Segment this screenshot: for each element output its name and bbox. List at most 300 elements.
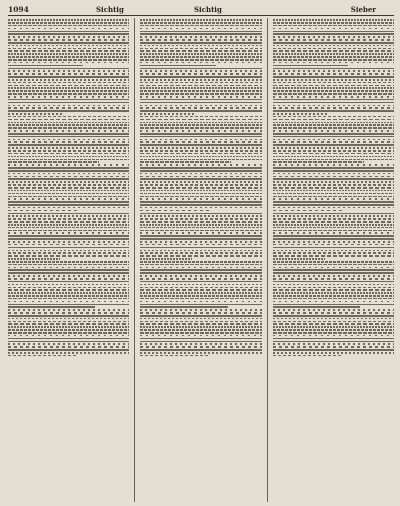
- print-line: [8, 167, 129, 169]
- print-line: [8, 261, 129, 263]
- print-line: [273, 62, 394, 64]
- print-line: [273, 255, 394, 257]
- print-line: [140, 110, 261, 112]
- print-line: [140, 352, 261, 354]
- print-line: [140, 87, 261, 89]
- print-line: [273, 287, 394, 289]
- print-line: [8, 102, 129, 104]
- print-line: [273, 96, 394, 98]
- print-line: [273, 181, 394, 183]
- running-head-right: Sieber: [350, 5, 376, 14]
- print-line: [8, 343, 129, 345]
- print-line: [140, 127, 261, 129]
- print-line: [140, 167, 261, 169]
- print-line: [140, 315, 261, 317]
- print-line: [273, 281, 394, 283]
- print-line: [140, 187, 261, 189]
- print-line: [273, 267, 394, 269]
- print-line: [140, 65, 215, 67]
- print-line: [8, 289, 129, 291]
- print-line: [140, 292, 261, 294]
- print-line: [8, 252, 129, 254]
- print-line: [140, 136, 261, 138]
- print-line: [273, 93, 394, 95]
- print-line: [273, 87, 394, 89]
- print-line: [8, 244, 129, 246]
- print-line: [273, 33, 394, 35]
- print-line: [273, 289, 394, 291]
- print-line: [273, 144, 394, 146]
- print-line: [8, 170, 129, 172]
- running-head-center: Sichtig: [194, 5, 222, 14]
- text-columns: [8, 18, 394, 502]
- print-line: [140, 304, 261, 306]
- print-line: [140, 244, 261, 246]
- print-line: [273, 252, 394, 254]
- print-line: [140, 159, 261, 161]
- print-line: [8, 247, 129, 249]
- print-line: [273, 238, 394, 240]
- print-line: [140, 269, 261, 271]
- print-line: [273, 107, 394, 109]
- print-line: [273, 352, 394, 354]
- print-line: [8, 352, 129, 354]
- print-line: [8, 264, 129, 266]
- print-line: [8, 127, 129, 129]
- print-line: [140, 272, 261, 274]
- print-line: [273, 90, 394, 92]
- print-line: [140, 28, 261, 30]
- print-line: [140, 96, 261, 98]
- print-line: [273, 315, 394, 317]
- print-line: [8, 292, 129, 294]
- print-line: [8, 116, 129, 118]
- print-line: [8, 28, 129, 30]
- print-line: [140, 22, 261, 24]
- print-line: [8, 318, 129, 320]
- print-line: [140, 130, 261, 132]
- print-line: [8, 65, 83, 67]
- print-line: [8, 124, 129, 126]
- print-line: [140, 210, 212, 212]
- print-line: [8, 93, 129, 95]
- print-line: [8, 159, 129, 161]
- print-line: [8, 275, 129, 277]
- column-3: [273, 18, 394, 502]
- print-line: [140, 301, 261, 303]
- print-line: [273, 167, 394, 169]
- print-line: [140, 281, 261, 283]
- print-line: [8, 304, 129, 306]
- print-line: [140, 156, 261, 158]
- print-line: [140, 181, 261, 183]
- print-line: [8, 221, 129, 223]
- print-line: [273, 201, 394, 203]
- print-line: [140, 116, 261, 118]
- print-line: [8, 204, 129, 206]
- print-line: [8, 255, 129, 257]
- print-line: [273, 39, 394, 41]
- print-line: [140, 122, 261, 124]
- print-line: [8, 73, 129, 75]
- print-line: [8, 227, 129, 229]
- print-line: [8, 201, 129, 203]
- print-line: [140, 190, 261, 192]
- print-line: [8, 110, 129, 112]
- print-line: [273, 50, 394, 52]
- print-line: [140, 124, 261, 126]
- print-line: [140, 355, 208, 357]
- column-1: [8, 18, 129, 502]
- print-line: [8, 238, 129, 240]
- print-line: [8, 355, 76, 357]
- print-line: [140, 289, 261, 291]
- print-line: [8, 218, 129, 220]
- print-line: [273, 230, 394, 232]
- print-line: [273, 53, 394, 55]
- print-line: [140, 102, 261, 104]
- print-line: [140, 341, 261, 343]
- print-line: [273, 269, 394, 271]
- print-line: [8, 33, 129, 35]
- print-line: [8, 139, 129, 141]
- print-line: [273, 156, 394, 158]
- print-line: [140, 93, 261, 95]
- print-line: [273, 349, 394, 351]
- print-line: [273, 116, 394, 118]
- print-line: [8, 164, 129, 166]
- print-line: [8, 119, 129, 121]
- print-line: [273, 48, 394, 50]
- print-line: [140, 247, 261, 249]
- print-line: [140, 198, 261, 200]
- print-line: [273, 321, 394, 323]
- print-line: [140, 255, 261, 257]
- print-line: [273, 224, 394, 226]
- print-line: [140, 153, 261, 155]
- print-line: [273, 232, 394, 234]
- print-line: [140, 261, 261, 263]
- print-line: [273, 235, 394, 237]
- print-line: [273, 65, 348, 67]
- print-line: [8, 224, 129, 226]
- print-line: [273, 153, 394, 155]
- print-line: [140, 204, 261, 206]
- print-line: [273, 119, 394, 121]
- print-line: [8, 147, 129, 149]
- print-line: [140, 201, 261, 203]
- print-line: [140, 278, 261, 280]
- print-line: [8, 178, 129, 180]
- print-line: [140, 335, 261, 337]
- print-line: [140, 264, 261, 266]
- print-line: [273, 244, 394, 246]
- print-line: [273, 85, 394, 87]
- print-line: [273, 110, 394, 112]
- print-line: [8, 133, 129, 135]
- print-line: [140, 238, 261, 240]
- print-line: [273, 343, 394, 345]
- print-line: [8, 312, 129, 314]
- print-line: [140, 193, 261, 195]
- print-line: [273, 176, 394, 178]
- print-line: [273, 213, 394, 215]
- print-line: [140, 53, 261, 55]
- print-line: [273, 295, 394, 297]
- print-line: [273, 105, 394, 107]
- print-line: [140, 173, 261, 175]
- print-line: [140, 141, 261, 143]
- print-line: [8, 153, 129, 155]
- print-line: [273, 19, 394, 21]
- print-line: [273, 141, 394, 143]
- print-line: [140, 56, 261, 58]
- print-line: [140, 178, 261, 180]
- print-line: [8, 50, 129, 52]
- print-line: [273, 42, 394, 44]
- print-line: [8, 22, 129, 24]
- print-line: [140, 323, 261, 325]
- print-line: [8, 181, 129, 183]
- print-line: [140, 45, 261, 47]
- print-line: [273, 323, 394, 325]
- header-rule: [8, 15, 394, 16]
- print-line: [8, 335, 129, 337]
- print-line: [8, 349, 129, 351]
- print-line: [140, 318, 261, 320]
- print-line: [8, 269, 129, 271]
- print-line: [140, 221, 261, 223]
- print-line: [140, 25, 261, 27]
- print-line: [273, 36, 394, 38]
- print-line: [273, 73, 394, 75]
- print-line: [273, 210, 345, 212]
- print-line: [140, 224, 261, 226]
- print-line: [273, 31, 394, 33]
- print-line: [273, 187, 394, 189]
- print-line: [140, 227, 261, 229]
- print-line: [273, 355, 341, 357]
- column-2: [140, 18, 261, 502]
- print-line: [8, 187, 129, 189]
- print-line: [8, 267, 129, 269]
- print-line: [273, 312, 394, 314]
- print-line: [273, 304, 394, 306]
- print-line: [140, 252, 261, 254]
- print-line: [140, 176, 261, 178]
- print-line: [273, 102, 394, 104]
- print-line: [140, 113, 196, 115]
- print-line: [273, 292, 394, 294]
- print-line: [140, 48, 261, 50]
- print-line: [273, 346, 394, 348]
- running-head-left: Sichtig: [96, 5, 124, 14]
- print-line: [8, 321, 129, 323]
- print-line: [140, 287, 261, 289]
- print-line: [140, 232, 261, 234]
- print-line: [8, 87, 129, 89]
- print-line: [8, 85, 129, 87]
- print-line: [273, 173, 394, 175]
- print-line: [140, 70, 261, 72]
- print-line: [8, 141, 129, 143]
- print-line: [8, 207, 129, 209]
- print-line: [8, 39, 129, 41]
- print-line: [8, 306, 95, 308]
- print-line: [140, 99, 261, 101]
- print-line: [140, 82, 261, 84]
- print-line: [8, 96, 129, 98]
- print-line: [140, 295, 261, 297]
- print-line: [140, 119, 261, 121]
- print-line: [8, 250, 129, 252]
- column-divider: [267, 18, 268, 502]
- print-line: [8, 48, 129, 50]
- print-line: [8, 45, 129, 47]
- print-line: [273, 79, 394, 81]
- print-line: [8, 62, 129, 64]
- print-line: [273, 170, 394, 172]
- print-line: [8, 105, 129, 107]
- print-line: [273, 332, 394, 334]
- print-line: [140, 258, 192, 260]
- print-line: [140, 33, 261, 35]
- print-line: [140, 42, 261, 44]
- print-line: [273, 22, 394, 24]
- print-line: [8, 122, 129, 124]
- print-line: [273, 159, 394, 161]
- print-line: [273, 278, 394, 280]
- print-line: [140, 76, 261, 78]
- print-line: [273, 329, 394, 331]
- print-line: [140, 298, 261, 300]
- print-line: [273, 261, 394, 263]
- print-line: [140, 31, 261, 33]
- print-line: [140, 207, 261, 209]
- print-line: [8, 287, 129, 289]
- print-line: [273, 56, 394, 58]
- print-line: [273, 59, 394, 61]
- print-line: [273, 301, 394, 303]
- print-line: [8, 144, 129, 146]
- print-line: [140, 139, 261, 141]
- print-line: [8, 19, 129, 21]
- print-line: [140, 196, 261, 198]
- print-line: [8, 82, 129, 84]
- print-line: [8, 176, 129, 178]
- print-line: [140, 107, 261, 109]
- print-line: [273, 284, 394, 286]
- print-line: [8, 31, 129, 33]
- print-line: [273, 133, 394, 135]
- print-line: [140, 329, 261, 331]
- print-line: [140, 241, 261, 243]
- print-line: [273, 250, 394, 252]
- print-line: [273, 178, 394, 180]
- print-line: [8, 173, 129, 175]
- print-line: [140, 349, 261, 351]
- print-line: [8, 42, 129, 44]
- print-line: [140, 62, 261, 64]
- print-line: [8, 193, 129, 195]
- print-line: [8, 329, 129, 331]
- print-line: [273, 335, 394, 337]
- print-line: [140, 133, 261, 135]
- print-line: [273, 221, 394, 223]
- print-line: [8, 323, 129, 325]
- print-line: [140, 170, 261, 172]
- column-divider: [134, 18, 135, 502]
- print-line: [8, 56, 129, 58]
- print-line: [273, 218, 394, 220]
- print-line: [8, 196, 129, 198]
- print-line: [140, 147, 261, 149]
- print-line: [273, 275, 394, 277]
- print-line: [273, 136, 394, 138]
- print-line: [8, 68, 129, 70]
- print-line: [140, 309, 261, 311]
- print-line: [8, 241, 129, 243]
- print-line: [8, 309, 129, 311]
- print-line: [140, 39, 261, 41]
- print-line: [8, 332, 129, 334]
- print-line: [140, 326, 261, 328]
- print-line: [8, 232, 129, 234]
- print-line: [140, 250, 261, 252]
- print-line: [140, 161, 231, 163]
- print-line: [8, 230, 129, 232]
- print-line: [8, 161, 99, 163]
- print-line: [8, 346, 129, 348]
- print-line: [140, 218, 261, 220]
- print-line: [8, 107, 129, 109]
- print-line: [140, 312, 261, 314]
- print-line: [8, 25, 129, 27]
- print-line: [8, 215, 129, 217]
- print-line: [140, 215, 261, 217]
- print-line: [273, 139, 394, 141]
- print-line: [273, 207, 394, 209]
- print-line: [140, 346, 261, 348]
- print-line: [273, 196, 394, 198]
- print-line: [273, 25, 394, 27]
- print-line: [8, 315, 129, 317]
- print-line: [273, 164, 394, 166]
- print-line: [140, 184, 261, 186]
- print-line: [8, 235, 129, 237]
- print-line: [8, 130, 129, 132]
- print-line: [8, 76, 129, 78]
- print-line: [273, 122, 394, 124]
- print-line: [140, 164, 261, 166]
- print-line: [8, 272, 129, 274]
- print-line: [273, 113, 329, 115]
- print-line: [8, 198, 129, 200]
- print-line: [140, 275, 261, 277]
- print-line: [273, 127, 394, 129]
- print-line: [8, 190, 129, 192]
- print-line: [140, 68, 261, 70]
- print-line: [140, 235, 261, 237]
- print-line: [273, 341, 394, 343]
- print-line: [140, 338, 261, 340]
- print-line: [273, 306, 360, 308]
- print-line: [8, 278, 129, 280]
- print-line: [273, 68, 394, 70]
- print-line: [273, 326, 394, 328]
- print-line: [8, 338, 129, 340]
- print-line: [140, 343, 261, 345]
